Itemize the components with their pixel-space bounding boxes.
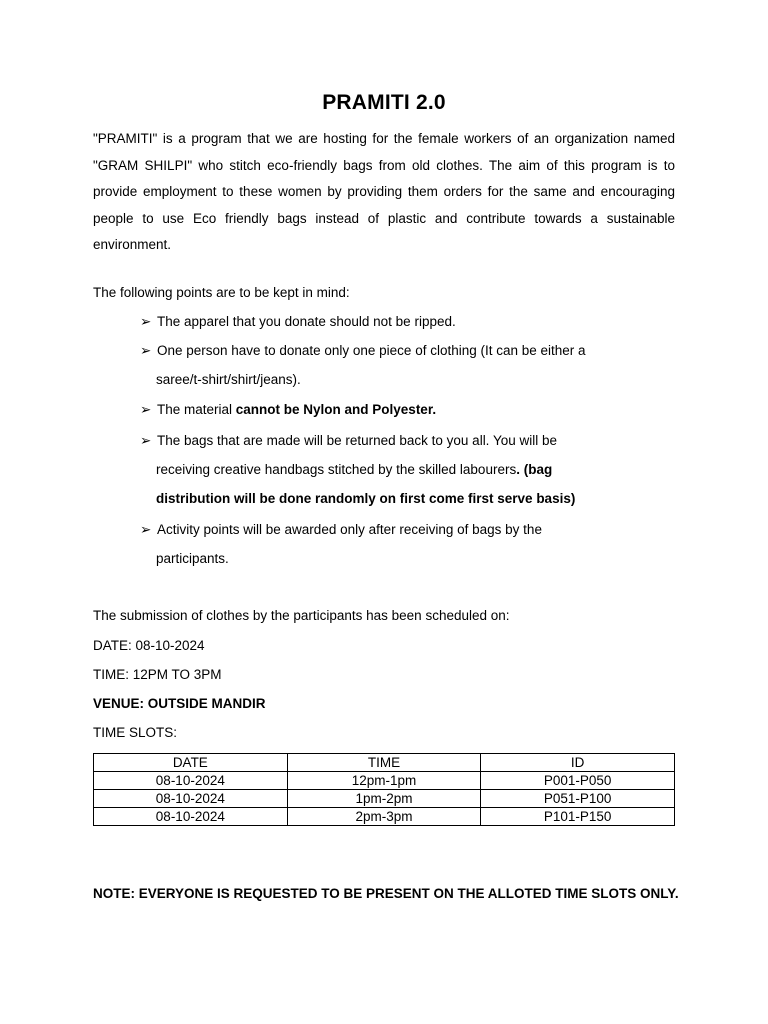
- bullet-item: [140, 515, 620, 573]
- table-header-row: [94, 754, 675, 772]
- bullet-item: [140, 395, 620, 424]
- bullet-text-cont: [140, 455, 620, 484]
- arrow-bullet-icon: ➢: [140, 522, 152, 537]
- table-row: [94, 808, 675, 826]
- arrow-bullet-icon: ➢: [140, 343, 152, 358]
- bullet-text: The bags that are made will be returned back to you all. You will be: [157, 433, 557, 448]
- bullet-text: receiving creative handbags stitched by the skilled labourers: [156, 462, 517, 477]
- page-title: PRAMITI 2.0: [322, 91, 446, 114]
- bullet-bold-text: distribution will be done randomly on first come first serve basis): [156, 491, 576, 506]
- time-slots-table: [93, 753, 675, 826]
- arrow-bullet-icon: ➢: [140, 433, 152, 448]
- time-slots-label: TIME SLOTS:: [93, 725, 178, 740]
- intro-line: environment.: [93, 237, 172, 252]
- intro-line: "PRAMITI" is a program that we are hosting for the female workers of an organization named: [93, 131, 675, 146]
- cell-id: P001-P050: [481, 772, 675, 790]
- bullet-text: Activity points will be awarded only after receiving of bags by the: [157, 522, 542, 537]
- table-row: [94, 790, 675, 808]
- column-header-time: TIME: [287, 754, 481, 772]
- bullet-text: One person have to donate only one piece of clothing (It can be either a: [157, 343, 586, 358]
- bullet-text: The apparel that you donate should not be ripped.: [157, 314, 456, 329]
- bullet-text-cont: saree/t-shirt/shirt/jeans).: [156, 372, 301, 387]
- intro-paragraph: [93, 126, 675, 259]
- table-row: [94, 772, 675, 790]
- bullet-item: [140, 426, 620, 513]
- intro-line: provide employment to these women by providing them orders for the same and encouraging: [93, 184, 675, 199]
- schedule-date: DATE: 08-10-2024: [93, 638, 205, 653]
- points-heading: The following points are to be kept in mind:: [93, 285, 350, 300]
- bullet-item: [140, 307, 620, 336]
- column-header-id: ID: [481, 754, 675, 772]
- intro-line: "GRAM SHILPI" who stitch eco-friendly bags from old clothes. The aim of this program is to: [93, 157, 675, 173]
- cell-id: P101-P150: [481, 808, 675, 826]
- cell-time: 1pm-2pm: [287, 790, 481, 808]
- bullet-text-cont: participants.: [156, 551, 229, 566]
- bullet-bold-text: . (bag: [516, 462, 553, 477]
- bullet-item: [140, 336, 620, 394]
- intro-line: people to use Eco friendly bags instead of plastic and contribute towards a sustainable: [93, 210, 675, 226]
- bullet-text-cont: [140, 484, 620, 513]
- column-header-date: DATE: [94, 754, 288, 772]
- bullet-bold-text: cannot be Nylon and Polyester.: [235, 402, 437, 417]
- cell-date: 08-10-2024: [94, 772, 288, 790]
- cell-date: 08-10-2024: [94, 808, 288, 826]
- bullet-text: The material: [157, 402, 236, 417]
- note-text: NOTE: EVERYONE IS REQUESTED TO BE PRESENT ON THE ALLOTED TIME SLOTS ONLY.: [93, 886, 679, 901]
- cell-time: 12pm-1pm: [287, 772, 481, 790]
- cell-time: 2pm-3pm: [287, 808, 481, 826]
- schedule-venue: VENUE: OUTSIDE MANDIR: [93, 696, 266, 711]
- cell-id: P051-P100: [481, 790, 675, 808]
- cell-date: 08-10-2024: [94, 790, 288, 808]
- schedule-intro: The submission of clothes by the participants has been scheduled on:: [93, 608, 510, 623]
- arrow-bullet-icon: ➢: [140, 402, 152, 417]
- schedule-time: TIME: 12PM TO 3PM: [93, 667, 222, 682]
- arrow-bullet-icon: ➢: [140, 314, 152, 329]
